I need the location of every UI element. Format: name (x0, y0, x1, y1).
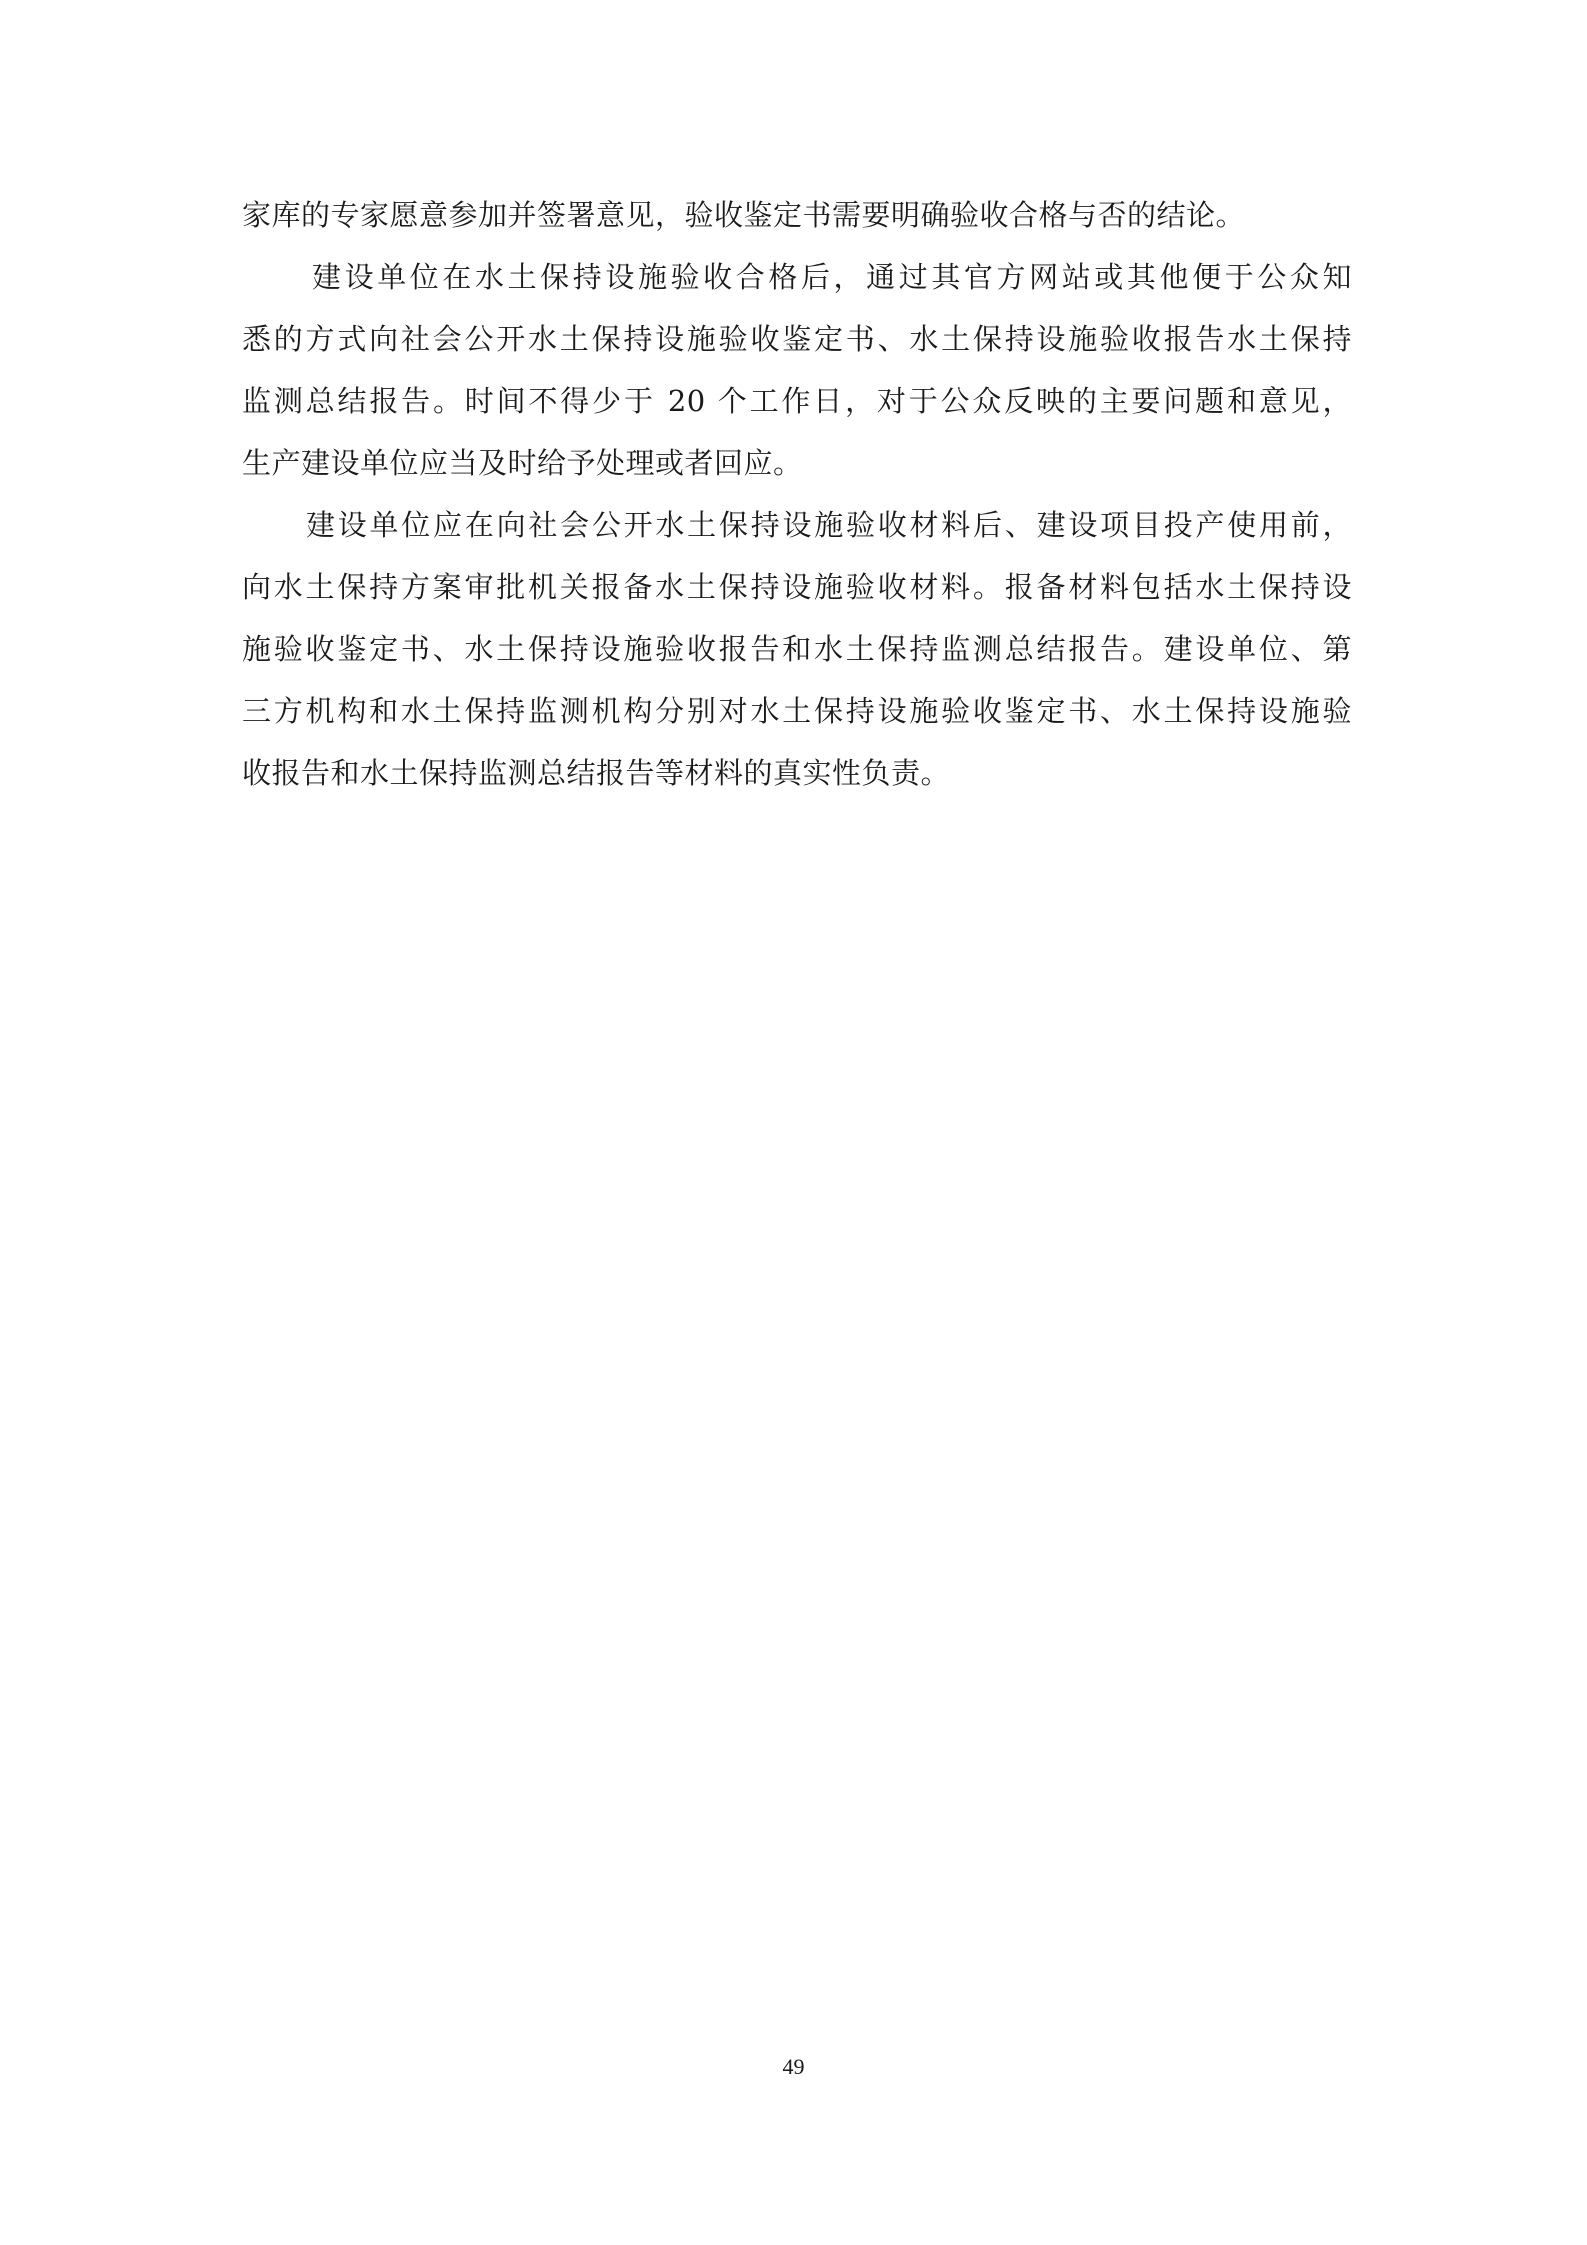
text-line: 向水土保持方案审批机关报备水土保持设施验收材料。报备材料包括水土保持设 (242, 570, 1352, 604)
text-line: 建设单位应在向社会公开水土保持设施验收材料后、建设项目投产使用前， (306, 508, 1352, 542)
body-text (242, 184, 1352, 804)
text-line: 生产建设单位应当及时给予处理或者回应。 (242, 446, 803, 480)
page-number: 49 (782, 2054, 805, 2079)
text-line: 家库的专家愿意参加并签署意见，验收鉴定书需要明确验收合格与否的结论。 (242, 198, 1246, 232)
text-line: 监测总结报告。时间不得少于 20 个工作日，对于公众反映的主要问题和意见， (242, 384, 1352, 418)
paragraph-1 (242, 184, 1352, 246)
text-line: 三方机构和水土保持监测机构分别对水土保持设施验收鉴定书、水土保持设施验 (242, 694, 1352, 728)
text-line: 建设单位在水土保持设施验收合格后，通过其官方网站或其他便于公众知 (312, 260, 1352, 294)
paragraph-2 (242, 246, 1352, 494)
text-line: 收报告和水土保持监测总结报告等材料的真实性负责。 (242, 756, 951, 790)
paragraph-3 (242, 494, 1352, 804)
text-line: 悉的方式向社会公开水土保持设施验收鉴定书、水土保持设施验收报告水土保持 (242, 322, 1352, 356)
text-line: 施验收鉴定书、水土保持设施验收报告和水土保持监测总结报告。建设单位、第 (242, 632, 1352, 666)
